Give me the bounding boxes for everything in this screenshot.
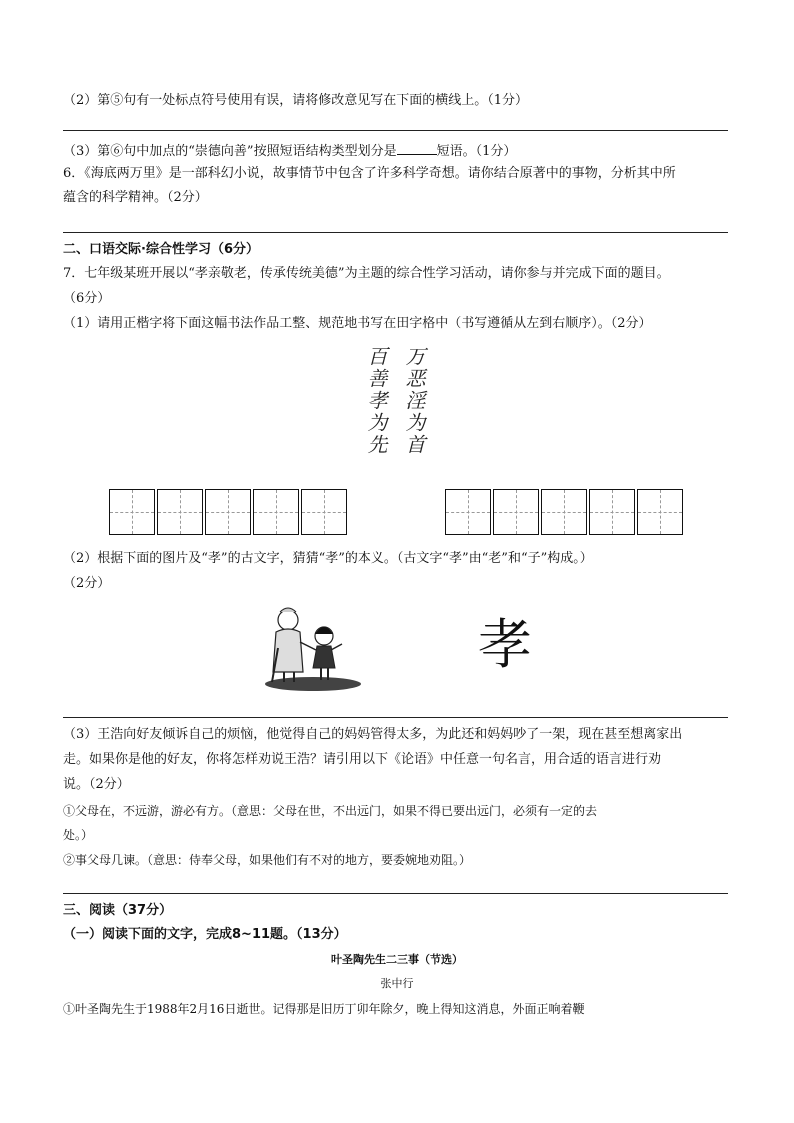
quote-2: ②事父母几谏。（意思：侍奉父母，如果他们有不对的地方，要委婉地劝阻。）	[63, 853, 472, 867]
article-title: 叶圣陶先生二三事（节选）	[331, 953, 463, 966]
answer-line	[63, 130, 728, 131]
article-author: 张中行	[380, 977, 414, 990]
question-7-line2: （6分）	[63, 291, 111, 306]
ancient-xiao-character: 孝	[478, 613, 532, 676]
tianzige-cell[interactable]	[637, 489, 683, 535]
elder-and-child-illustration	[258, 598, 368, 694]
calligraphy-right-column: 万恶淫为首	[402, 346, 426, 456]
question-7-line1: 7．七年级某班开展以“孝亲敬老，传承传统美德”为主题的综合性学习活动，请你参与并完成下面的题目。	[63, 266, 670, 281]
tianzige-grid-right	[445, 489, 685, 535]
tianzige-cell[interactable]	[589, 489, 635, 535]
question-3	[63, 142, 516, 160]
answer-line	[63, 893, 728, 894]
quote-1-line2: 处。）	[63, 828, 94, 842]
question-6-line2: 蕴含的科学精神。（2分）	[63, 190, 208, 205]
calligraphy-left-column: 百善孝为先	[364, 346, 388, 456]
question-7-3-line2: 走。如果你是他的好友，你将怎样劝说王浩？请引用以下《论语》中任意一句名言，用合适的语言进行劝	[63, 752, 662, 767]
tianzige-cell[interactable]	[109, 489, 155, 535]
answer-line	[63, 717, 728, 718]
question-7-3-line3: 说。（2分）	[63, 777, 130, 792]
tianzige-cell[interactable]	[445, 489, 491, 535]
section-3-heading: 三、阅读（37分）	[63, 903, 173, 918]
quote-1-line1: ①父母在，不远游，游必有方。（意思：父母在世，不出远门，如果不得已要出远门，必须有一定的去	[63, 804, 598, 818]
question-7-3-line1: （3）王浩向好友倾诉自己的烦恼，他觉得自己的妈妈管得太多，为此还和妈妈吵了一架，现在甚至想离家出	[63, 727, 683, 742]
reading-1-heading: （一）阅读下面的文字，完成8~11题。（13分）	[63, 927, 347, 942]
answer-blank	[397, 142, 437, 155]
tianzige-cell[interactable]	[205, 489, 251, 535]
article-paragraph-1: ①叶圣陶先生于1988年2月16日逝世。记得那是旧历丁卯年除夕，晚上得知这消息，外面正响着鞭	[63, 1002, 585, 1016]
question-3-prefix: （3）第⑥句中加点的“崇德向善”按照短语结构类型划分是	[63, 144, 397, 159]
question-7-2-line1: （2）根据下面的图片及“孝”的古文字，猜猜“孝”的本义。（古文字“孝”由“老”和“子”构成。）	[63, 551, 593, 566]
tianzige-cell[interactable]	[253, 489, 299, 535]
question-7-1: （1）请用正楷字将下面这幅书法作品工整、规范地书写在田字格中（书写遵循从左到右顺序）。（2分）	[63, 316, 652, 331]
section-2-heading: 二、口语交际·综合性学习（6分）	[63, 242, 259, 257]
question-3-suffix: 短语。（1分）	[436, 144, 517, 159]
tianzige-cell[interactable]	[541, 489, 587, 535]
tianzige-cell[interactable]	[493, 489, 539, 535]
question-2: （2）第⑤句有一处标点符号使用有误，请将修改意见写在下面的横线上。（1分）	[63, 93, 529, 108]
tianzige-cell[interactable]	[301, 489, 347, 535]
tianzige-grid-left	[109, 489, 349, 535]
tianzige-cell[interactable]	[157, 489, 203, 535]
question-6-line1: 6．《海底两万里》是一部科幻小说，故事情节中包含了许多科学奇想。请你结合原著中的事物，分析其中所	[63, 166, 676, 181]
question-7-2-line2: （2分）	[63, 576, 111, 591]
answer-line	[63, 232, 728, 233]
